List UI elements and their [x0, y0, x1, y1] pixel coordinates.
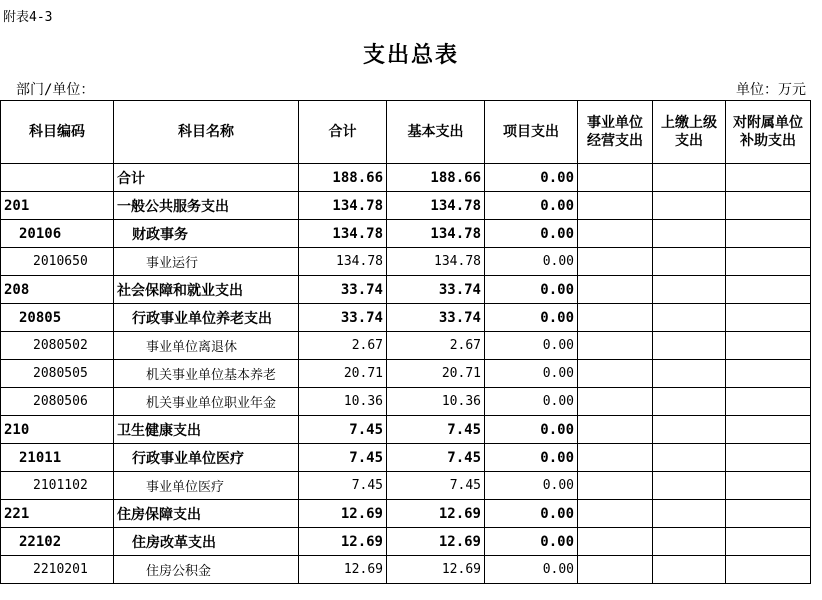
- code-cell: 221: [1, 500, 114, 528]
- name-cell: 住房公积金: [114, 556, 299, 584]
- remit-cell: [653, 556, 726, 584]
- basic-cell: 10.36: [387, 388, 485, 416]
- project-cell: 0.00: [485, 500, 578, 528]
- total-cell: 7.45: [299, 472, 387, 500]
- name-cell: 行政事业单位医疗: [114, 444, 299, 472]
- table-row: [1, 276, 811, 304]
- business-cell: [578, 276, 653, 304]
- remit-cell: [653, 528, 726, 556]
- table-row: [1, 332, 811, 360]
- remit-cell: [653, 360, 726, 388]
- total-cell: 7.45: [299, 416, 387, 444]
- project-cell: 0.00: [485, 416, 578, 444]
- name-cell: 事业单位离退休: [114, 332, 299, 360]
- header-code: 科目编码: [1, 101, 114, 164]
- total-cell: 33.74: [299, 276, 387, 304]
- name-cell: 住房改革支出: [114, 528, 299, 556]
- remit-cell: [653, 332, 726, 360]
- total-cell: 7.45: [299, 444, 387, 472]
- subsidy-cell: [726, 276, 811, 304]
- table-row: [1, 444, 811, 472]
- business-cell: [578, 332, 653, 360]
- business-cell: [578, 528, 653, 556]
- attachment-label: 附表4-3: [3, 10, 53, 25]
- project-cell: 0.00: [485, 444, 578, 472]
- table-row: [1, 556, 811, 584]
- subsidy-cell: [726, 528, 811, 556]
- code-cell: 208: [1, 276, 114, 304]
- subsidy-cell: [726, 164, 811, 192]
- business-cell: [578, 192, 653, 220]
- code-cell: 20106: [1, 220, 114, 248]
- remit-cell: [653, 444, 726, 472]
- project-cell: 0.00: [485, 276, 578, 304]
- total-cell: 20.71: [299, 360, 387, 388]
- name-cell: 行政事业单位养老支出: [114, 304, 299, 332]
- subsidy-cell: [726, 332, 811, 360]
- remit-cell: [653, 472, 726, 500]
- header-subsidy: 对附属单位补助支出: [726, 101, 811, 164]
- code-cell: 21011: [1, 444, 114, 472]
- remit-cell: [653, 192, 726, 220]
- subsidy-cell: [726, 304, 811, 332]
- remit-cell: [653, 220, 726, 248]
- project-cell: 0.00: [485, 192, 578, 220]
- header-row: [1, 101, 811, 164]
- header-name: 科目名称: [114, 101, 299, 164]
- business-cell: [578, 220, 653, 248]
- business-cell: [578, 360, 653, 388]
- basic-cell: 7.45: [387, 416, 485, 444]
- total-cell: 12.69: [299, 500, 387, 528]
- basic-cell: 12.69: [387, 556, 485, 584]
- total-cell: 33.74: [299, 304, 387, 332]
- project-cell: 0.00: [485, 164, 578, 192]
- project-cell: 0.00: [485, 248, 578, 276]
- total-cell: 134.78: [299, 248, 387, 276]
- table-row: [1, 304, 811, 332]
- project-cell: 0.00: [485, 556, 578, 584]
- basic-cell: 33.74: [387, 276, 485, 304]
- table-row: [1, 360, 811, 388]
- total-cell: 134.78: [299, 192, 387, 220]
- total-cell: 10.36: [299, 388, 387, 416]
- business-cell: [578, 556, 653, 584]
- code-cell: 2010650: [1, 248, 114, 276]
- code-cell: 2210201: [1, 556, 114, 584]
- total-cell: 12.69: [299, 556, 387, 584]
- project-cell: 0.00: [485, 472, 578, 500]
- table-row: [1, 416, 811, 444]
- subsidy-cell: [726, 220, 811, 248]
- remit-cell: [653, 276, 726, 304]
- subsidy-cell: [726, 388, 811, 416]
- code-cell: 22102: [1, 528, 114, 556]
- name-cell: 机关事业单位基本养老: [114, 360, 299, 388]
- project-cell: 0.00: [485, 332, 578, 360]
- unit-label: 单位：万元: [736, 82, 806, 98]
- business-cell: [578, 416, 653, 444]
- header-project: 项目支出: [485, 101, 578, 164]
- code-cell: [1, 164, 114, 192]
- header-total: 合计: [299, 101, 387, 164]
- code-cell: 201: [1, 192, 114, 220]
- total-cell: 12.69: [299, 528, 387, 556]
- subsidy-cell: [726, 500, 811, 528]
- basic-cell: 134.78: [387, 220, 485, 248]
- basic-cell: 12.69: [387, 528, 485, 556]
- basic-cell: 33.74: [387, 304, 485, 332]
- name-cell: 合计: [114, 164, 299, 192]
- remit-cell: [653, 416, 726, 444]
- business-cell: [578, 164, 653, 192]
- page-title: 支出总表: [362, 43, 459, 68]
- total-cell: 2.67: [299, 332, 387, 360]
- remit-cell: [653, 164, 726, 192]
- project-cell: 0.00: [485, 528, 578, 556]
- project-cell: 0.00: [485, 388, 578, 416]
- basic-cell: 20.71: [387, 360, 485, 388]
- business-cell: [578, 304, 653, 332]
- table-row: [1, 192, 811, 220]
- project-cell: 0.00: [485, 360, 578, 388]
- table-row: [1, 248, 811, 276]
- basic-cell: 12.69: [387, 500, 485, 528]
- subsidy-cell: [726, 360, 811, 388]
- subsidy-cell: [726, 472, 811, 500]
- header-business: 事业单位经营支出: [578, 101, 653, 164]
- business-cell: [578, 472, 653, 500]
- basic-cell: 134.78: [387, 192, 485, 220]
- project-cell: 0.00: [485, 220, 578, 248]
- table-row: [1, 472, 811, 500]
- code-cell: 2080505: [1, 360, 114, 388]
- basic-cell: 2.67: [387, 332, 485, 360]
- code-cell: 2080502: [1, 332, 114, 360]
- code-cell: 20805: [1, 304, 114, 332]
- header-remit: 上缴上级支出: [653, 101, 726, 164]
- remit-cell: [653, 500, 726, 528]
- project-cell: 0.00: [485, 304, 578, 332]
- name-cell: 事业单位医疗: [114, 472, 299, 500]
- code-cell: 210: [1, 416, 114, 444]
- department-label: 部门/单位：: [16, 82, 95, 98]
- name-cell: 卫生健康支出: [114, 416, 299, 444]
- subsidy-cell: [726, 192, 811, 220]
- name-cell: 住房保障支出: [114, 500, 299, 528]
- remit-cell: [653, 304, 726, 332]
- name-cell: 一般公共服务支出: [114, 192, 299, 220]
- basic-cell: 7.45: [387, 444, 485, 472]
- subsidy-cell: [726, 444, 811, 472]
- name-cell: 社会保障和就业支出: [114, 276, 299, 304]
- business-cell: [578, 444, 653, 472]
- basic-cell: 134.78: [387, 248, 485, 276]
- table-row: [1, 164, 811, 192]
- header-basic: 基本支出: [387, 101, 485, 164]
- code-cell: 2101102: [1, 472, 114, 500]
- subsidy-cell: [726, 248, 811, 276]
- basic-cell: 188.66: [387, 164, 485, 192]
- basic-cell: 7.45: [387, 472, 485, 500]
- remit-cell: [653, 248, 726, 276]
- business-cell: [578, 388, 653, 416]
- total-cell: 188.66: [299, 164, 387, 192]
- subsidy-cell: [726, 556, 811, 584]
- business-cell: [578, 248, 653, 276]
- table-row: [1, 388, 811, 416]
- total-cell: 134.78: [299, 220, 387, 248]
- subsidy-cell: [726, 416, 811, 444]
- expenditure-table: [0, 100, 811, 584]
- name-cell: 机关事业单位职业年金: [114, 388, 299, 416]
- table-row: [1, 500, 811, 528]
- business-cell: [578, 500, 653, 528]
- table-row: [1, 528, 811, 556]
- name-cell: 事业运行: [114, 248, 299, 276]
- name-cell: 财政事务: [114, 220, 299, 248]
- code-cell: 2080506: [1, 388, 114, 416]
- remit-cell: [653, 388, 726, 416]
- table-row: [1, 220, 811, 248]
